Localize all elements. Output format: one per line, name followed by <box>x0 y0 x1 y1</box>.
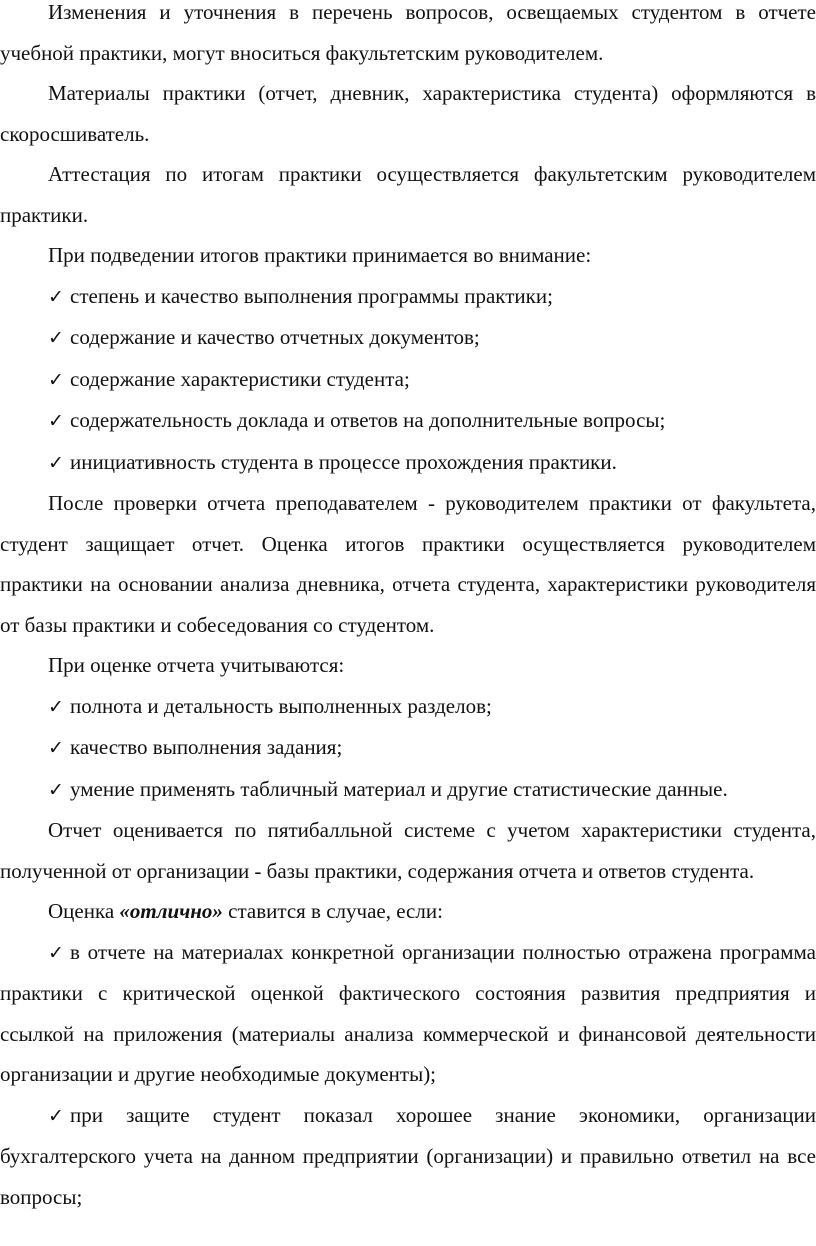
list-item: ✓ качество выполнения задания; <box>0 727 816 769</box>
check-mark-icon: ✓ <box>48 410 64 432</box>
check-mark-icon: ✓ <box>48 1104 64 1127</box>
paragraph-defense: После проверки отчета преподавателем - руководителем практики от факультета, студент защищает отчет. Оценка итогов практики осуществляется руководителем практики на основании анализа дневника, отчета студента, характеристики руководителя от базы практики и собеседования со студентом. <box>0 491 816 637</box>
check-mark-icon: ✓ <box>48 368 64 391</box>
grade-excellent: «отлично» <box>119 899 223 923</box>
list-item: ✓ полнота и детальность выполненных разделов; <box>0 686 816 728</box>
check-mark-icon: ✓ <box>48 451 64 474</box>
check-mark-icon: ✓ <box>48 285 64 308</box>
list-item: ✓ в отчете на материалах конкретной организации полностью отражена программа практики с критической оценкой фактического состояния развития предприятия и ссылкой на приложения (материалы анализа коммерческой и финансовой деятельности организации и другие необходимые документы); <box>0 932 816 1095</box>
paragraph-changes: Изменения и уточнения в перечень вопросов, освещаемых студентом в отчете учебной практики, могут вноситься факультетским руководителем. <box>0 0 816 65</box>
check-mark-icon: ✓ <box>48 695 64 718</box>
list-item: ✓ содержание и качество отчетных документов; <box>0 317 816 359</box>
check-mark-icon: ✓ <box>48 737 64 759</box>
paragraph-materials: Материалы практики (отчет, дневник, характеристика студента) оформляются в скоросшиватель. <box>0 81 816 146</box>
report-criteria-list <box>0 686 816 811</box>
list-item: ✓ содержательность доклада и ответов на дополнительные вопросы; <box>0 400 816 442</box>
excellent-criteria-list <box>0 932 816 1218</box>
paragraph-attestation: Аттестация по итогам практики осуществляется факультетским руководителем практики. <box>0 162 816 227</box>
list-item: ✓ степень и качество выполнения программы практики; <box>0 276 816 318</box>
paragraph-excellent-intro: Оценка «отлично» ставится в случае, если: <box>48 899 443 923</box>
paragraph-grading-system: Отчет оценивается по пятибалльной системе с учетом характеристики студента, полученной от организации - базы практики, содержания отчета и ответов студента. <box>0 818 816 883</box>
list-item: ✓ инициативность студента в процессе прохождения практики. <box>0 442 816 484</box>
list-item: ✓ при защите студент показал хорошее знание экономики, организации бухгалтерского учета на данном предприятии (организации) и правильно ответил на все вопросы; <box>0 1095 816 1218</box>
criteria-list <box>0 276 816 484</box>
paragraph-report-criteria-intro: При оценке отчета учитываются: <box>48 653 345 677</box>
check-mark-icon: ✓ <box>48 327 64 349</box>
list-item: ✓ содержание характеристики студента; <box>0 359 816 401</box>
paragraph-summary-intro: При подведении итогов практики принимается во внимание: <box>48 243 592 267</box>
list-item: ✓ умение применять табличный материал и другие статистические данные. <box>0 769 816 811</box>
check-mark-icon: ✓ <box>48 778 64 801</box>
check-mark-icon: ✓ <box>48 941 64 964</box>
